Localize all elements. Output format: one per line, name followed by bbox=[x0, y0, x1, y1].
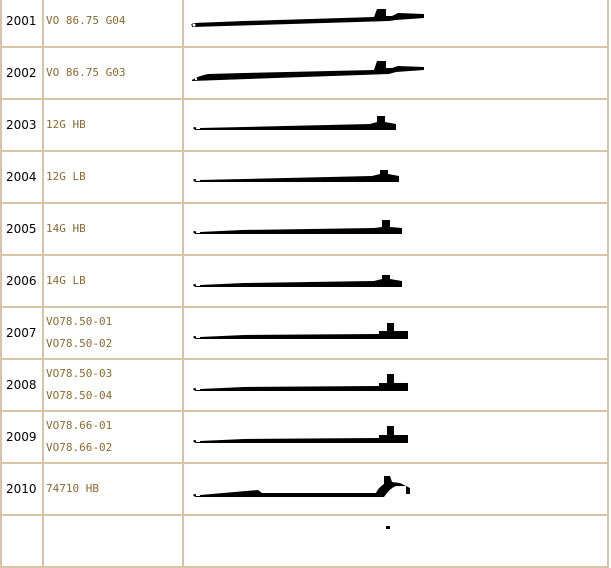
model-cell bbox=[43, 255, 183, 307]
table-row bbox=[1, 203, 608, 255]
needle-image-cell bbox=[183, 307, 608, 359]
knitting-needle-wide-butt-icon bbox=[184, 318, 444, 348]
model-code: VO78.50-02 bbox=[46, 337, 113, 350]
model-cell bbox=[43, 203, 183, 255]
item-number: 2004 bbox=[1, 151, 43, 203]
knitting-needle-partial-icon bbox=[184, 526, 444, 556]
item-number: 2003 bbox=[1, 99, 43, 151]
needle-image-cell bbox=[183, 151, 608, 203]
item-number: 2002 bbox=[1, 47, 43, 99]
needle-image-cell bbox=[183, 359, 608, 411]
needle-image-cell bbox=[183, 99, 608, 151]
knitting-needle-high-butt-icon bbox=[184, 110, 444, 140]
knitting-needle-low-butt-icon bbox=[184, 162, 444, 192]
model-cell bbox=[43, 151, 183, 203]
needle-catalog-body bbox=[1, 0, 608, 567]
model-cell bbox=[43, 411, 183, 463]
needle-image-cell bbox=[183, 411, 608, 463]
table-row bbox=[1, 47, 608, 99]
item-number: 2007 bbox=[1, 307, 43, 359]
model-cell bbox=[43, 515, 183, 567]
model-code: 12G LB bbox=[46, 170, 86, 183]
item-number: 2010 bbox=[1, 463, 43, 515]
knitting-needle-long-hook-icon bbox=[184, 58, 444, 88]
item-number: 2005 bbox=[1, 203, 43, 255]
knitting-needle-curved-butt-icon bbox=[184, 474, 444, 504]
item-number bbox=[1, 515, 43, 567]
table-row bbox=[1, 359, 608, 411]
knitting-needle-low-butt-icon bbox=[184, 266, 444, 296]
model-cell bbox=[43, 359, 183, 411]
knitting-needle-wide-butt-icon bbox=[184, 422, 444, 452]
model-cell bbox=[43, 0, 183, 47]
model-cell bbox=[43, 463, 183, 515]
model-code: 12G HB bbox=[46, 118, 86, 131]
table-row bbox=[1, 151, 608, 203]
item-number: 2009 bbox=[1, 411, 43, 463]
model-code: VO78.66-01 bbox=[46, 419, 113, 432]
needle-image-cell bbox=[183, 463, 608, 515]
item-number: 2001 bbox=[1, 0, 43, 47]
table-row bbox=[1, 463, 608, 515]
model-code: VO78.66-02 bbox=[46, 441, 113, 454]
model-code: VO78.50-04 bbox=[46, 389, 113, 402]
table-row bbox=[1, 411, 608, 463]
model-code: VO 86.75 G03 bbox=[46, 66, 126, 79]
model-cell bbox=[43, 99, 183, 151]
needle-image-cell bbox=[183, 203, 608, 255]
knitting-needle-wide-butt-icon bbox=[184, 370, 444, 400]
needle-image-cell bbox=[183, 47, 608, 99]
table-row bbox=[1, 515, 608, 567]
model-code: 74710 HB bbox=[46, 482, 99, 495]
model-code: VO78.50-03 bbox=[46, 367, 113, 380]
table-row bbox=[1, 0, 608, 47]
knitting-needle-long-hook-icon bbox=[184, 6, 444, 36]
needle-image-cell bbox=[183, 0, 608, 47]
model-cell bbox=[43, 47, 183, 99]
model-code: 14G HB bbox=[46, 222, 86, 235]
item-number: 2006 bbox=[1, 255, 43, 307]
needle-image-cell bbox=[183, 255, 608, 307]
table-row bbox=[1, 99, 608, 151]
needle-image-cell bbox=[183, 515, 608, 567]
model-code: VO 86.75 G04 bbox=[46, 14, 126, 27]
model-code: VO78.50-01 bbox=[46, 315, 113, 328]
table-row bbox=[1, 307, 608, 359]
item-number: 2008 bbox=[1, 359, 43, 411]
model-cell bbox=[43, 307, 183, 359]
model-code: 14G LB bbox=[46, 274, 86, 287]
table-row bbox=[1, 255, 608, 307]
knitting-needle-high-butt-icon bbox=[184, 214, 444, 244]
